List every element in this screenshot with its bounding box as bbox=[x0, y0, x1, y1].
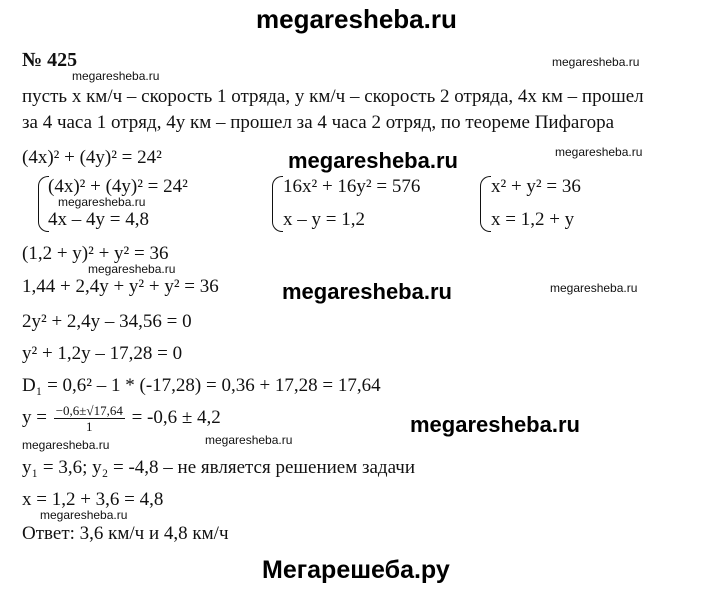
y-prefix: y = bbox=[22, 406, 47, 428]
step-3: 2y² + 2,4y – 34,56 = 0 bbox=[22, 311, 192, 332]
problem-number: № 425 bbox=[22, 49, 78, 71]
watermark-big: megaresheba.ru bbox=[410, 412, 580, 437]
equation-main: (4x)² + (4y)² = 24² bbox=[22, 147, 162, 168]
watermark-small: megaresheba.ru bbox=[22, 438, 110, 452]
watermark-small: megaresheba.ru bbox=[58, 195, 146, 209]
y-result: = -0,6 ± 4,2 bbox=[131, 406, 221, 428]
x-value: x = 1,2 + 3,6 = 4,8 bbox=[22, 489, 164, 510]
watermark-small: megaresheba.ru bbox=[40, 508, 128, 522]
system1-eq-a: (4x)² + (4y)² = 24² bbox=[48, 176, 188, 197]
watermark-small: megaresheba.ru bbox=[72, 69, 160, 83]
y-fraction-denominator: 1 bbox=[86, 419, 93, 434]
y-fraction-numerator: −0,6±√17,64 bbox=[55, 403, 123, 418]
watermark-small: megaresheba.ru bbox=[552, 55, 640, 69]
system-brace bbox=[272, 176, 283, 232]
system2-eq-a: 16x² + 16y² = 576 bbox=[283, 176, 421, 197]
y-fraction bbox=[54, 404, 125, 433]
watermark-small: megaresheba.ru bbox=[88, 262, 176, 276]
watermark-small: megaresheba.ru bbox=[550, 281, 638, 295]
watermark-small: megaresheba.ru bbox=[205, 433, 293, 447]
step-4: y² + 1,2y – 17,28 = 0 bbox=[22, 343, 183, 364]
intro-line-1: пусть х км/ч – скорость 1 отряда, у км/ч – скорость 2 отряда, 4х км – прошел bbox=[22, 86, 644, 107]
watermark-big: megaresheba.ru bbox=[288, 148, 458, 173]
system1-eq-b: 4x – 4y = 4,8 bbox=[48, 209, 149, 230]
discriminant: D₁ = 0,6² – 1 * (-17,28) = 0,36 + 17,28 = 17,64 bbox=[22, 375, 381, 396]
system3-eq-a: x² + y² = 36 bbox=[491, 176, 581, 197]
system-brace bbox=[480, 176, 491, 232]
step-1: (1,2 + y)² + y² = 36 bbox=[22, 243, 169, 264]
answer: Ответ: 3,6 км/ч и 4,8 км/ч bbox=[22, 523, 229, 544]
step-2: 1,44 + 2,4y + y² + y² = 36 bbox=[22, 276, 219, 297]
watermark-small: megaresheba.ru bbox=[555, 145, 643, 159]
watermark-big: megaresheba.ru bbox=[282, 279, 452, 304]
header-watermark: megaresheba.ru bbox=[256, 4, 457, 34]
footer-watermark: Мегарешеба.ру bbox=[262, 556, 450, 584]
intro-line-2: за 4 часа 1 отряд, 4у км – прошел за 4 часа 2 отряд, по теореме Пифагора bbox=[22, 112, 615, 133]
system2-eq-b: x – y = 1,2 bbox=[283, 209, 365, 230]
y-formula bbox=[22, 404, 221, 433]
system3-eq-b: x = 1,2 + y bbox=[491, 209, 575, 230]
roots: y₁ = 3,6; y₂ = -4,8 – не является решением задачи bbox=[22, 457, 415, 478]
